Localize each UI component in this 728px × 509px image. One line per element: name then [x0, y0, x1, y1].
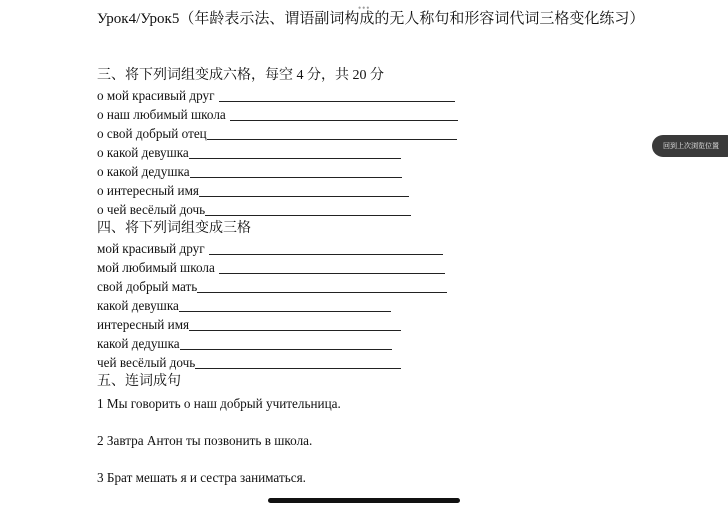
exercise-phrase: о чей весёлый дочь: [97, 202, 206, 217]
exercise-line: [97, 258, 657, 277]
section3-heading: 三、将下列词组变成六格，每空 4 分，共 20 分: [97, 68, 384, 83]
answer-blank: [179, 299, 391, 312]
exercise-phrase: мой красивый друг: [97, 241, 205, 256]
exercise-line: [97, 334, 657, 353]
exercise-line: [97, 277, 657, 296]
exercise-line: [97, 200, 657, 219]
answer-blank: [195, 356, 401, 369]
answer-blank: [189, 318, 401, 331]
exercise-line: [97, 86, 657, 105]
exercise-phrase: о наш любимый школа: [97, 107, 226, 122]
exercise-phrase: о мой красивый друг: [97, 88, 215, 103]
return-to-last-position-button[interactable]: 回到上次浏览位置: [652, 135, 728, 157]
page-title: Урок4/Урок5（年龄表示法、谓语副词构成的无人称句和形容词代词三格变化练习）: [97, 11, 645, 27]
section5-heading: 五、连词成句: [97, 374, 181, 389]
sentence-item: 1 Мы говорить о наш добрый учительница.: [97, 396, 341, 411]
answer-blank: [189, 146, 401, 159]
exercise-line: [97, 353, 657, 372]
answer-blank: [190, 165, 402, 178]
exercise-phrase: о интересный имя: [97, 183, 199, 198]
more-dots-icon[interactable]: •••: [358, 3, 371, 13]
answer-blank: [197, 280, 447, 293]
answer-blank: [199, 184, 409, 197]
exercise-phrase: какой девушка: [97, 298, 179, 313]
exercise-line: [97, 105, 657, 124]
home-indicator[interactable]: [268, 498, 460, 503]
exercise-line: [97, 315, 657, 334]
section4-heading: 四、将下列词组变成三格: [97, 221, 251, 236]
exercise-phrase: свой добрый мать: [97, 279, 198, 294]
exercise-phrase: о свой добрый отец: [97, 126, 207, 141]
answer-blank: [219, 261, 445, 274]
answer-blank: [205, 203, 411, 216]
answer-blank: [207, 127, 457, 140]
exercise-line: [97, 239, 657, 258]
exercise-line: [97, 181, 657, 200]
sentence-item: 3 Брат мешать я и сестра заниматься.: [97, 470, 306, 485]
answer-blank: [180, 337, 392, 350]
answer-blank: [219, 89, 455, 102]
answer-blank: [209, 242, 443, 255]
exercise-line: [97, 162, 657, 181]
exercise-line: [97, 296, 657, 315]
sentence-item: 2 Завтра Антон ты позвонить в школа.: [97, 433, 313, 448]
exercise-phrase: о какой девушка: [97, 145, 189, 160]
document-body: [97, 66, 657, 487]
exercise-line: [97, 143, 657, 162]
answer-blank: [230, 108, 458, 121]
exercise-line: [97, 124, 657, 143]
exercise-phrase: какой дедушка: [97, 336, 180, 351]
exercise-phrase: мой любимый школа: [97, 260, 215, 275]
exercise-phrase: интересный имя: [97, 317, 190, 332]
exercise-phrase: чей весёлый дочь: [97, 355, 196, 370]
exercise-phrase: о какой дедушка: [97, 164, 190, 179]
